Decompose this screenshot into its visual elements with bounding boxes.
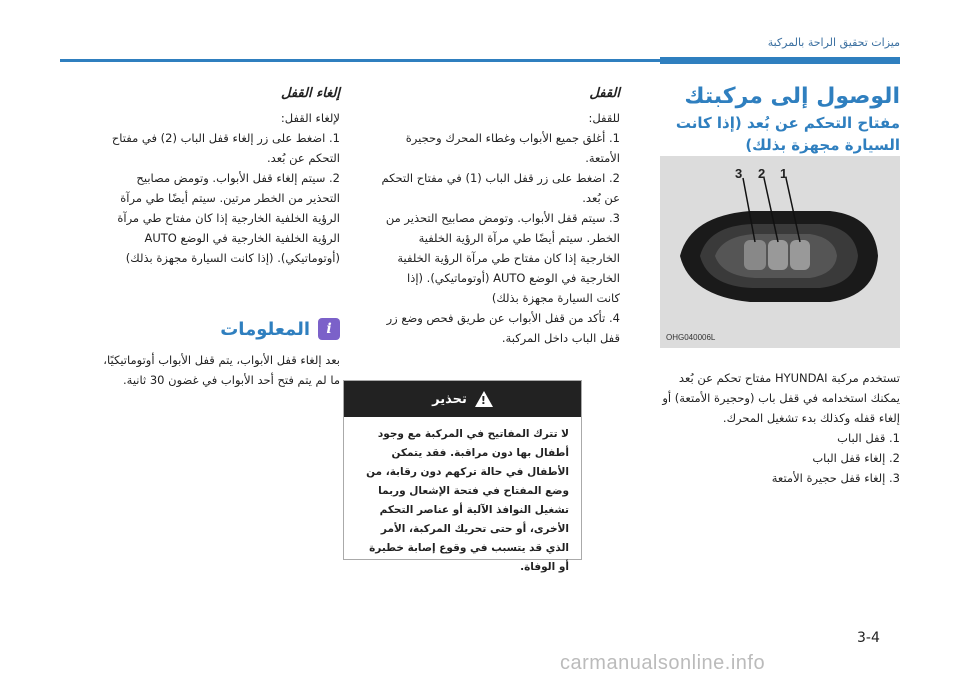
unlock-intro: لإلغاء القفل: <box>280 111 340 125</box>
remote-key-illustration <box>660 156 900 348</box>
lock-intro: للقفل: <box>588 111 620 125</box>
info-text: بعد إلغاء قفل الأبواب، يتم قفل الأبواب أوتوماتيكيًا، ما لم يتم فتح أحد الأبواب في غضون 30 ثانية. <box>103 353 340 387</box>
lock-title: القفل <box>589 86 620 101</box>
watermark: carmanualsonline.info <box>560 652 766 674</box>
key-description <box>660 368 900 488</box>
unlock-step-2: 2. سيتم إلغاء قفل الأبواب. وتومض مصابيح التحذير من الخطر مرتين. سيتم أيضًا طي مرآة الرؤية الخلفية الخارجية إذا كان مفتاح طي مرآة الرؤية الخلفية الخارجية في الوضع AUTO (أوتوماتيكي). (إذا كانت السيارة مجهزة بذلك) <box>117 171 340 265</box>
key-label-2: 2 <box>758 166 766 181</box>
header-accent-bar <box>660 57 900 64</box>
lock-step-1: 1. أغلق جميع الأبواب وغطاء المحرك وحجيرة الأمتعة. <box>405 131 620 165</box>
warning-text: لا تترك المفاتيح في المركبة مع وجود أطفال بها دون مراقبة. فقد يتمكن الأطفال في حالة تركهم دون رقابة، من وضع المفتاح في فتحة الإشعال وربما تشغيل النوافذ الآلية أو عناصر التحكم الأخرى، أو حتى تحريك المركبة، الأمر الذي قد يتسبب في وقوع إصابة خطيرة أو الوفاة. <box>366 428 569 573</box>
warning-title: تحذير <box>432 391 467 407</box>
lock-section <box>380 84 620 348</box>
remote-key-image <box>660 156 900 348</box>
key-item-1: 1. قفل الباب <box>837 431 900 445</box>
key-item-3: 3. إلغاء قفل حجيرة الأمتعة <box>771 471 900 485</box>
page-number: 3-4 <box>857 630 880 646</box>
key-item-2: 2. إلغاء قفل الباب <box>812 451 900 465</box>
info-title: المعلومات <box>220 318 310 340</box>
info-heading <box>100 318 340 340</box>
info-icon: i <box>318 318 340 340</box>
unlock-section <box>100 84 340 268</box>
warning-triangle-icon: ! <box>475 391 493 407</box>
unlock-title: إلغاء القفل <box>280 86 340 101</box>
key-label-1: 1 <box>780 166 788 181</box>
warning-box <box>343 380 582 573</box>
unlock-step-1: 1. اضغط على زر إلغاء قفل الباب (2) في مفتاح التحكم عن بُعد. <box>111 131 340 165</box>
header-title: ميزات تحقيق الراحة بالمركبة <box>767 36 900 49</box>
lock-step-2: 2. اضغط على زر قفل الباب (1) في مفتاح التحكم عن بُعد. <box>381 171 620 205</box>
warning-header <box>344 381 581 417</box>
image-caption: OHG040006L <box>666 333 716 342</box>
section-subtitle: مفتاح التحكم عن بُعد (إذا كانت السيارة مجهزة بذلك) <box>675 114 900 154</box>
key-label-3: 3 <box>735 166 743 181</box>
key-intro: تستخدم مركبة HYUNDAI مفتاح تحكم عن بُعد يمكنك استخدامه في قفل باب (وحجيرة الأمتعة) أو إلغاء قفله وكذلك بدء تشغيل المحرك. <box>662 371 900 425</box>
section-title: الوصول إلى مركبتك <box>684 84 900 109</box>
lock-step-3: 3. سيتم قفل الأبواب. وتومض مصابيح التحذير من الخطر. سيتم أيضًا طي مرآة الرؤية الخلفية الخارجية إذا كان مفتاح طي مرآة الرؤية الخلفية الخارجية في الوضع AUTO (أوتوماتيكي). (إذا كانت السيارة مجهزة بذلك) <box>385 211 620 305</box>
lock-step-4: 4. تأكد من قفل الأبواب عن طريق فحص وضع زر قفل الباب داخل المركبة. <box>386 311 620 345</box>
